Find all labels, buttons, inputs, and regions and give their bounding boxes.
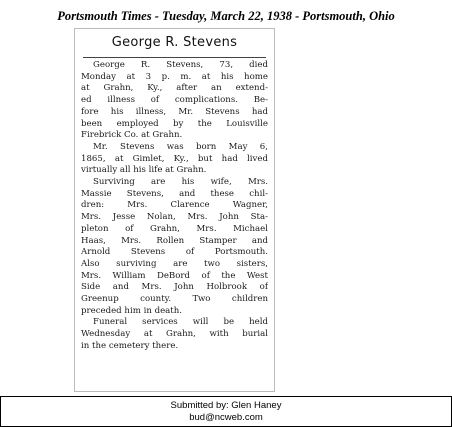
submitted-by-text: Submitted by: Glen Haney [170,400,282,411]
obituary-line: ed illness of complications. Be- [81,95,268,106]
obituary-line: Firebrick Co. at Grahn. [81,130,183,141]
obituary-line: Also surviving are two sisters, [81,258,268,269]
obituary-line: at Grahn, Ky., after an extend- [81,83,268,94]
obituary-clipping [74,28,275,392]
obituary-line: Mrs. William DeBord of the West [81,270,268,281]
obituary-line: Haas, Mrs. Rollen Stamper and [81,235,268,246]
newspaper-header: Portsmouth Times - Tuesday, March 22, 1938 - Portsmouth, Ohio [57,9,395,23]
obituary-paragraph [81,317,268,352]
obituary-line: in the cemetery there. [81,340,179,351]
obituary-line: fore his illness, Mr. Stevens had [81,106,268,117]
obituary-headline: George R. Stevens [111,35,238,50]
obituary-line: Mrs. Jesse Nolan, Mrs. John Sta- [81,212,268,223]
obituary-line: virtually all his life at Grahn. [81,165,207,176]
obituary-line: Greenup county. Two children [81,294,268,305]
obituary-line: Mr. Stevens was born May 6, [93,141,268,152]
obituary-line: dren: Mrs. Clarence Wagner, [81,200,268,211]
obituary-line: Surviving are his wife, Mrs. [93,177,268,188]
obituary-line: pleton of Grahn, Mrs. Michael [81,223,268,234]
obituary-line: Arnold Stevens of Portsmouth. [81,247,268,258]
obituary-line: Funeral services will be held [93,317,268,328]
obituary-line: George R. Stevens, 73, died [93,60,268,70]
submission-footer [0,396,452,427]
obituary-line: Massie Stevens, and these chil- [81,188,268,199]
headline-divider [83,57,266,58]
obituary-line: 1865, at Gimlet, Ky., but had lived [81,153,268,164]
submitter-email: bud@ncweb.com [189,412,263,423]
obituary-line: Side and Mrs. John Holbrook of [81,282,268,293]
obituary-paragraph [81,142,268,177]
obituary-line: Wednesday at Grahn, with burial [81,329,268,340]
obituary-body [81,60,268,353]
obituary-line: Monday at 3 p. m. at his home [81,71,268,82]
obituary-paragraph [81,60,268,142]
obituary-line: preceded him in death. [81,305,183,316]
obituary-line: been employed by the Louisville [81,118,268,129]
obituary-paragraph [81,177,268,317]
